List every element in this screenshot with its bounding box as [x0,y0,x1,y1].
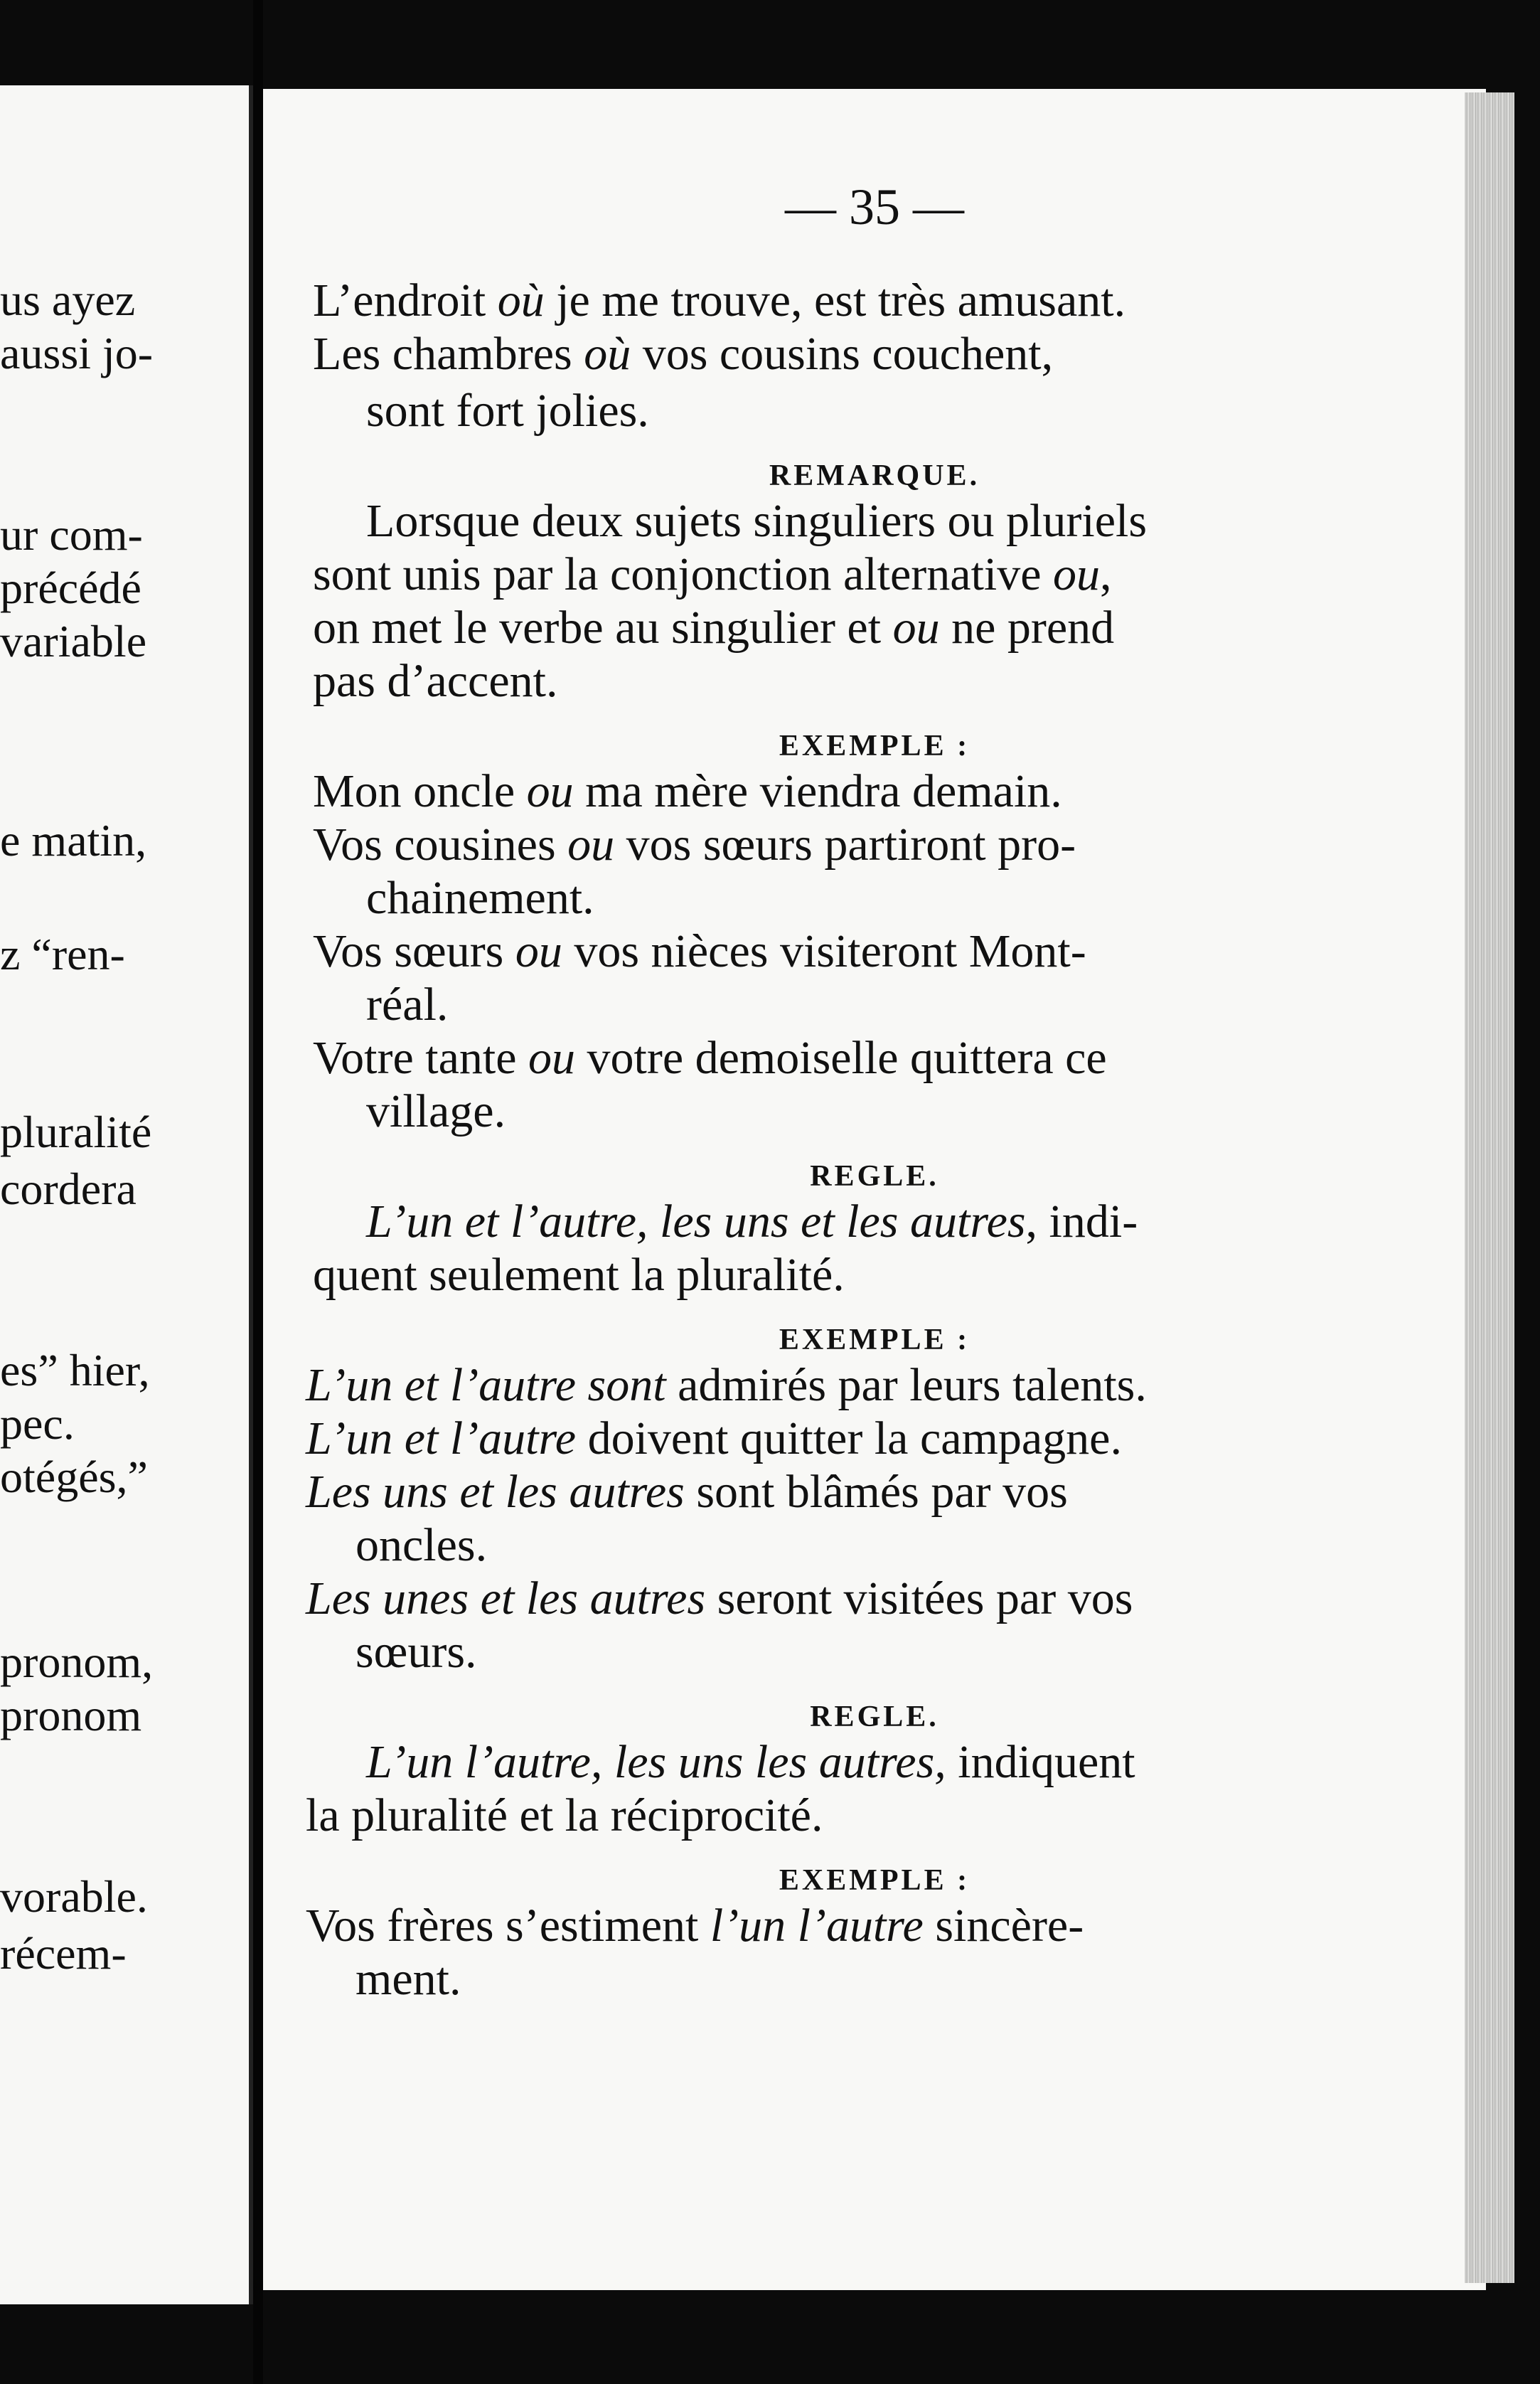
text-span: Vos frères s’estiment [306,1900,710,1952]
italic-span: ou [515,925,562,977]
left-fragment: cordera [0,1164,137,1214]
text-span: quent seulement la pluralité. [313,1249,845,1301]
text-line [313,548,1112,600]
section-heading: EXEMPLE : [779,730,970,762]
left-fragment: pluralité [0,1107,152,1157]
text-span: vos cousins couchent, [631,328,1054,380]
text-span: pas d’accent. [313,655,558,707]
section-heading: EXEMPLE : [779,1864,970,1897]
book-gutter [253,0,263,2384]
italic-span: ou [567,819,615,871]
text-span: vos sœurs partiront pro- [614,819,1076,871]
text-line [306,1412,1122,1464]
text-span: L’endroit [313,275,498,326]
text-span: sont fort jolies. [366,385,649,437]
italic-span: ou [1053,548,1101,600]
italic-span: ou [892,602,940,654]
left-fragment: es” hier, [0,1345,150,1395]
text-span: , indi- [1025,1196,1138,1247]
text-line [313,655,558,707]
text-line [366,872,594,924]
section-heading: REGLE. [810,1701,939,1733]
left-fragment: e matin, [0,815,147,866]
text-line [313,602,1115,654]
left-fragment: variable [0,616,147,666]
italic-span: L’un et l’autre, les uns et les autres [366,1196,1026,1247]
section-heading: EXEMPLE : [779,1324,970,1356]
text-span: vos nièces visiteront Mont- [562,925,1086,977]
italic-span: Les uns et les autres [306,1466,685,1518]
text-span: indiquent [946,1736,1135,1788]
italic-span: Les unes et les autres [306,1573,706,1624]
left-fragment: précédé [0,563,141,613]
left-fragment: aussi jo- [0,328,154,378]
italic-span: l’un l’autre [710,1900,924,1952]
text-span: Vos cousines [313,819,568,871]
italic-span: L’un et l’autre [306,1412,577,1464]
text-line [366,979,449,1031]
left-page [0,85,253,2304]
text-span: sincère- [923,1900,1084,1952]
text-line [313,765,1062,817]
text-span: sont blâmés par vos [684,1466,1068,1518]
text-span: ne prend [939,602,1115,654]
left-fragment: récem- [0,1928,127,1979]
italic-span: où [584,328,631,380]
text-line [366,1085,506,1137]
text-line [366,495,1148,547]
italic-span: L’un l’autre, les uns les autres, [366,1736,946,1788]
text-line [366,1736,1135,1788]
text-line [306,1359,1147,1411]
text-line [313,925,1086,977]
italic-span: L’un et l’autre sont [306,1359,666,1411]
text-span: chainement. [366,872,594,924]
left-fragment: z “ren- [0,929,125,979]
text-line [306,1900,1084,1952]
text-span: sont unis par la conjonction alternative [313,548,1054,600]
text-line [306,1789,823,1841]
text-line [313,819,1076,871]
text-line [306,1466,1068,1518]
text-span: village. [366,1085,506,1137]
italic-span: ou [528,1032,576,1084]
text-line [366,1198,1138,1245]
text-span: la pluralité et la réciprocité. [306,1789,823,1841]
left-fragment: otégés,” [0,1452,148,1502]
italic-span: ou [526,765,574,817]
section-heading: REGLE. [810,1160,939,1193]
left-fragment: pronom, [0,1637,154,1687]
left-fragment: us ayez [0,275,136,325]
left-fragment: vorable. [0,1871,148,1922]
page-edge [1465,92,1514,2283]
text-span: Lorsque deux sujets singuliers ou pluriels [366,495,1148,547]
left-fragment: pronom [0,1690,142,1740]
section-heading: REMARQUE. [769,459,980,492]
text-span: Votre tante [313,1032,529,1084]
text-line [313,1249,845,1301]
text-span: Mon oncle [313,765,527,817]
italic-span: où [497,275,545,326]
text-span: ma mère viendra demain. [573,765,1062,817]
left-fragment: pec. [0,1398,75,1449]
text-span: , [1100,548,1112,600]
text-span: je me trouve, est très amusant. [544,275,1126,326]
text-line [355,1519,488,1571]
text-line [306,1575,1133,1622]
text-line [313,328,1054,380]
text-span: admirés par leurs talents. [665,1359,1147,1411]
text-line [313,1032,1107,1084]
text-span: doivent quitter la campagne. [576,1412,1122,1464]
text-line [355,1626,477,1678]
text-span: on met le verbe au singulier et [313,602,893,654]
text-span: ment. [355,1953,461,2005]
text-span: sœurs. [355,1626,477,1678]
text-span: réal. [366,979,449,1031]
text-span: votre demoiselle quittera ce [575,1032,1107,1084]
right-page [263,89,1486,2290]
text-span: oncles. [355,1519,488,1571]
text-span: Vos sœurs [313,925,515,977]
left-fragment: ur com- [0,509,143,560]
text-span: Les chambres [313,328,584,380]
page-number: — 35 — [785,179,964,235]
text-line [366,385,649,437]
text-line [355,1953,461,2005]
text-line [313,277,1125,324]
text-span: seront visitées par vos [705,1573,1133,1624]
